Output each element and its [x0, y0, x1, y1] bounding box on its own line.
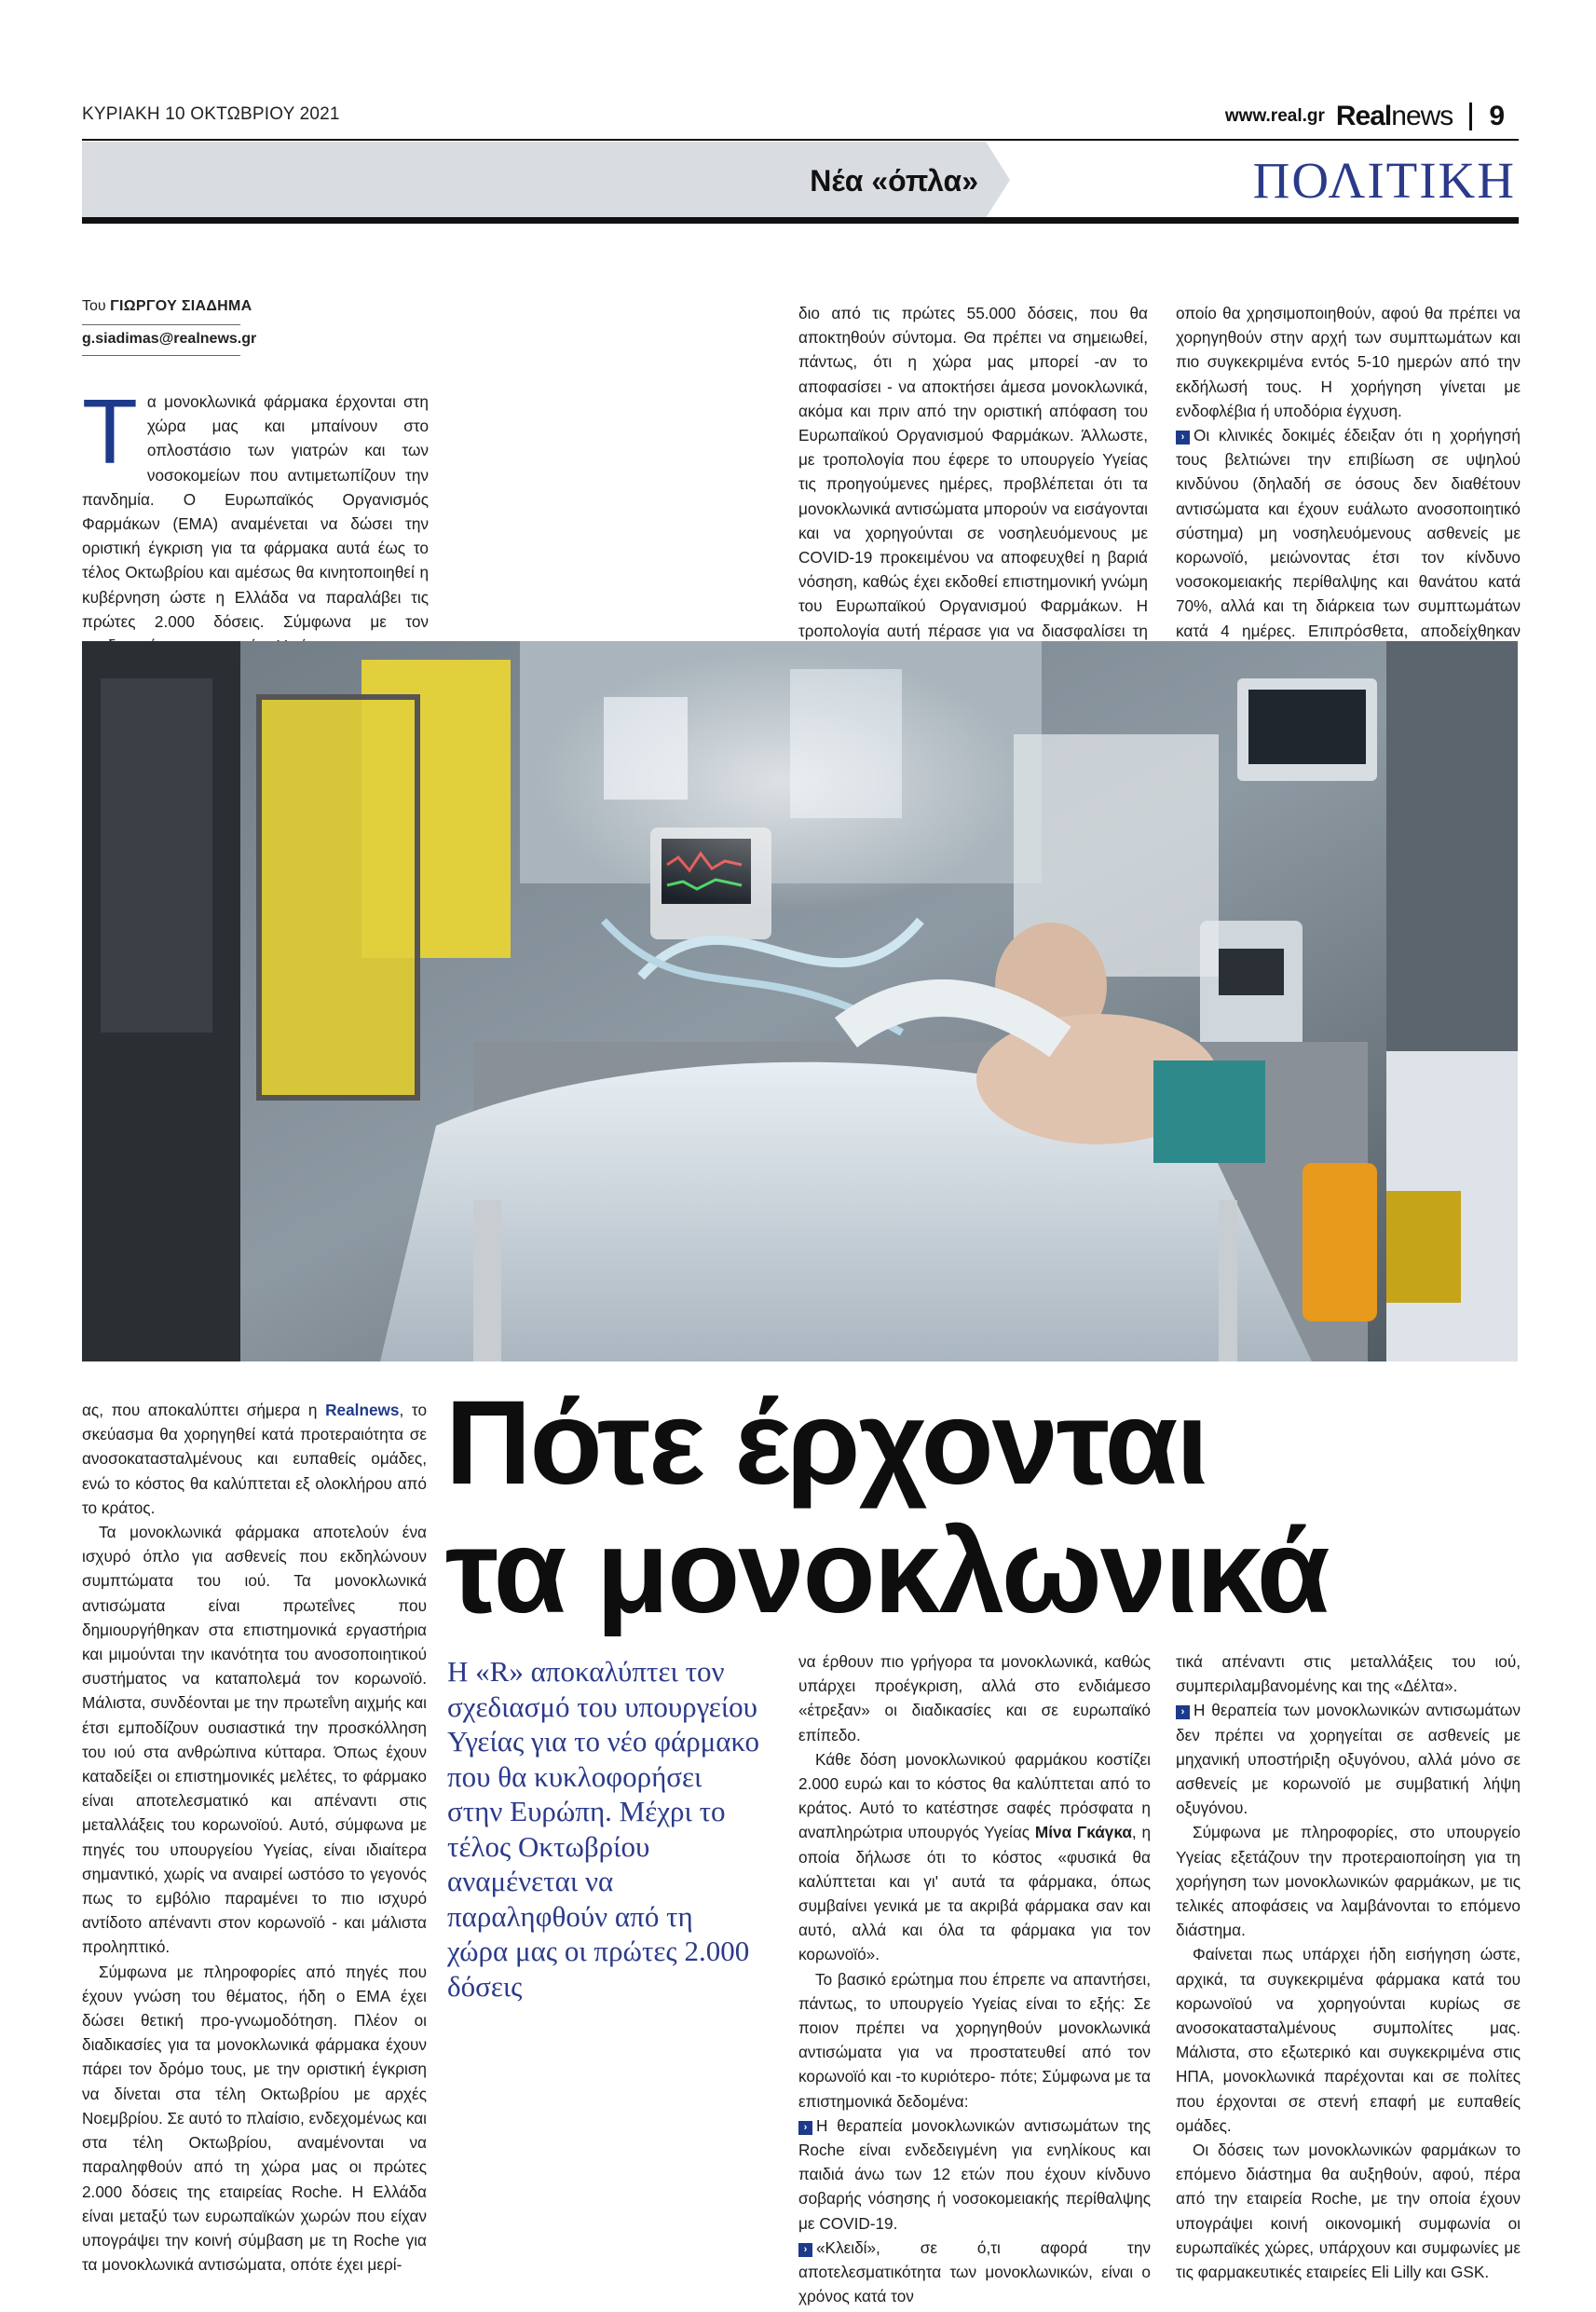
page-number: 9: [1489, 101, 1505, 131]
article-text: ας, που αποκαλύπτει σήμερα η: [82, 1401, 326, 1419]
article-paragraph: Τα μονοκλωνικά φάρμακα αποτελούν ένα ισχυρό όπλο για ασθενείς που εκδηλώνουν συμπτώματα του ιού. Τα μονοκλωνικά αντισώματα είναι πρωτεΐνες που δημιουργήθηκαν στα επιστημονικά εργαστήρια και μιμούνται την ικανότητα του ανοσοποιητικού συστήματος να καταπολεμά τον κορωνοϊό. Μάλιστα, συνδέονται με την πρωτεΐνη αιχμής και έτσι εμποδίζουν ουσιαστικά την προσκόλληση του ιού στα ανθρώπινα κύτταρα. Όπως έχουν καταδείξει οι επιστημονικές μελέτες, το φάρμακο είναι αποτελεσματικό και απέναντι στις μεταλλάξεις του κορωνοϊού. Αυτό, σύμφωνα με πηγές του υπουργείου Υγείας, είναι ιδιαίτερα σημαντικό, χωρίς να αναιρεί ωστόσο το γεγονός πως το εμβόλιο παραμένει το πιο ισχυρό αντίδοτο απέναντι στον κορωνοϊό - και μάλιστα προληπτικό.: [82, 1523, 427, 1957]
byline: [82, 298, 252, 315]
site-url[interactable]: www.real.gr: [1224, 106, 1325, 126]
section-title: ΠΟΛΙΤΙΚΗ: [1252, 152, 1516, 209]
drop-cap: Τ: [82, 380, 138, 483]
article-column-2-bottom: [798, 1649, 1151, 2308]
byline-email[interactable]: g.siadimas@realnews.gr: [82, 331, 257, 347]
arrow-bullet-icon: ›: [798, 2243, 812, 2257]
person-name: Μίνα Γκάγκα: [1034, 1823, 1132, 1842]
article-column-3-top: [1176, 301, 1521, 667]
brand-real: Real: [1335, 101, 1392, 131]
article-paragraph: να έρθουν πιο γρήγορα τα μονοκλωνικά, καθώς υπάρχει προέγκριση, αλλά στο ενδιάμεσο «έτρεξαν» οι διαδικασίες και σε ευρωπαϊκό επίπεδο.: [798, 1652, 1151, 1744]
article-column-1-bottom: [82, 1398, 427, 2277]
article-paragraph: διο από τις πρώτες 55.000 δόσεις, που θα αποκτηθούν σύντομα. Θα πρέπει να σημειωθεί, πάντως, ότι η χώρα μας μπορεί -αν το αποφασίσει - να αποκτήσει άμεσα μονοκλωνικά, ακόμα και πριν από την οριστική απόφαση του Ευρωπαϊκού Οργανισμού Φαρμάκων. Άλλωστε, με τροπολογία που έφερε το υπουργείο Υγείας τις προηγούμενες ημέρες, προβλέπεται ότι τα μονοκλωνικά αντισώματα μπορούν να εισάγονται και να χορηγούνται σε νοσηλευόμενους με COVID-19 προκειμένου να αποφευχθεί η βαριά νόσηση, καθώς έχει εκδοθεί επιστημονική γνώμη του Ευρωπαϊκού Οργανισμού Φαρμάκων. Η τροπολογία αυτή πέρασε για να διασφαλίσει τη: [798, 304, 1148, 640]
article-paragraph: τικά απέναντι στις μεταλλάξεις του ιού, συμπεριλαμβανομένης και της «Δέλτα».: [1176, 1652, 1521, 1696]
article-column-3-bottom: [1176, 1649, 1521, 2284]
brand-news: news: [1391, 101, 1453, 131]
article-paragraph: Η θεραπεία μονοκλωνικών αντισωμάτων της Roche είναι ενδεδειγμένη για ενηλίκους και παιδιά άνω των 12 ετών που έχουν κίνδυνο σοβαρής νόσησης ή νοσοκομειακής περίθαλψης με COVID-19.: [798, 2115, 1151, 2233]
article-lead: α μονοκλωνικά φάρμακα έρχονται στη χώρα μας και μπαίνουν στο οπλοστάσιο των γιατρών και των νοσοκομείων που αντιμετωπίζουν την πανδημία. Ο Ευρωπαϊκός Οργανισμός Φαρμάκων (ΕΜΑ) αναμένεται να δώσει την οριστική έγκριση για τα φάρμακα αυτά έως το τέλος Οκτωβρίου και αμέσως θα κινητοποιηθεί η κυβέρνηση ώστε η Ελλάδα να παραλάβει τις πρώτες 2.000 δόσεις. Σύμφωνα με τον: [82, 392, 429, 631]
headline: [445, 1376, 1507, 1638]
hospital-icu-photo: [82, 641, 1518, 1361]
arrow-bullet-icon: ›: [1176, 1705, 1190, 1719]
article-paragraph: Φαίνεται πως υπάρχει ήδη εισήγηση ώστε, αρχικά, τα συγκεκριμένα φάρμακα κατά του κορωνοϊού να χορηγούνται κυρίως σε ανοσοκατασταλμένους συμπολίτες μας. Μάλιστα, στο εξωτερικό και συγκεκριμένα στις ΗΠΑ, μονοκλωνικά παρέχονται και σε πολίτες που έρχονται σε στενή επαφή με ευπαθείς ομάδες.: [1176, 1945, 1521, 2135]
headline-line-2: τα μονοκλωνικά: [445, 1505, 1329, 1638]
header-rule: [82, 139, 1519, 141]
article-column-2-top: [798, 301, 1148, 667]
pull-quote: Η «R» αποκαλύπτει τον σχεδιασμό του υπουργείου Υγείας για το νέο φάρμακο που θα κυκλοφορήσει στην Ευρώπη. Μέχρι το τέλος Οκτωβρίου αναμένεται να παραληφθούν από τη χώρα μας οι πρώτες 2.000 δόσεις: [447, 1655, 759, 2003]
article-paragraph: Το βασικό ερώτημα που έπρεπε να απαντήσει, πάντως, το υπουργείο Υγείας είναι το εξής: Σε ποιον πρέπει να χορηγηθούν μονοκλωνικά αντισώματα για να προστατευθεί από τον κορωνοϊό και -το κυριότερο- πότε; Σύμφωνα με τα επιστημονικά δεδομένα:: [798, 1969, 1151, 2111]
article-paragraph: «Κλειδί», σε ό,τι αφορά την αποτελεσματικότητα των μονοκλωνικών, είναι ο χρόνος κατά τον: [798, 2237, 1151, 2306]
brand-logo: [1336, 103, 1453, 130]
article-text: , η οποία δήλωσε ότι το κόστος «φυσικά θα καλύπτεται και γι' αυτά τα φάρμακα, όπως συμβαίνει γενικά με τα ακριβά φάρμακα σαν και αυτό, αλλά και όλα τα φάρμακα για τον κορωνοϊό».: [798, 1823, 1152, 1964]
arrow-bullet-icon: ›: [798, 2121, 812, 2135]
section-teaser: Νέα «όπλα»: [810, 164, 978, 198]
headline-line-1: Πότε έρχονται: [445, 1376, 1207, 1510]
masthead: [1225, 99, 1505, 130]
article-text: Κάθε δόση μονοκλωνικού φαρμάκου κοστίζει 2.000 ευρώ και το κόστος θα καλύπτεται από το κράτος. Αυτό το κατέστησε σαφές πρόσφατα η αναπληρώτρια υπουργός Υγείας: [798, 1749, 1151, 1842]
arrow-bullet-icon: ›: [1176, 431, 1190, 445]
header-divider: [1469, 103, 1472, 130]
byline-author: ΓΙΩΡΓΟΥ ΣΙΑΔΗΜΑ: [110, 298, 252, 314]
article-paragraph: Σύμφωνα με πληροφορίες από πηγές που έχουν γνώση του θέματος, ήδη ο ΕΜΑ έχει δώσει θετική προ-γνωμοδότηση. Πλέον οι διαδικασίες για τα μονοκλωνικά φάρμακα έχουν πάρει τον δρόμο τους, με την οριστική έγκριση να δίνεται στα τέλη Οκτωβρίου με αρχές Νοεμβρίου. Σε αυτό το πλαίσιο, ενδεχομένως και στα τέλη Οκτωβρίου, αναμένονται να παραληφθούν από τη χώρα μας οι πρώτες 2.000 δόσεις της εταιρείας Roche. Η Ελλάδα είναι μεταξύ των ευρωπαϊκών χωρών που είχαν υπογράψει την κοινή σύμβαση με τη Roche για τα μονοκλωνικά αντισώματα, οπότε έχει μερί-: [82, 1962, 427, 2275]
brand-mention: Realnews: [325, 1401, 400, 1419]
byline-prefix: Του: [82, 298, 106, 314]
article-text: , το σκεύασμα θα χορηγηθεί κατά προτεραιότητα σε ανοσοκατασταλμένους και ευπαθείς ομάδες, ενώ το κόστος θα καλύπτεται εξ ολοκλήρου από το κράτος.: [82, 1401, 428, 1517]
article-paragraph: Η θεραπεία των μονοκλωνικών αντισωμάτων δεν πρέπει να χορηγείται σε ασθενείς με μηχανική υποστήριξη οξυγόνου, αλλά μόνο σε ασθενείς με κορωνοϊό με συμβατική λήψη οξυγόνου.: [1176, 1701, 1521, 1818]
article-paragraph: Σύμφωνα με πληροφορίες, στο υπουργείο Υγείας εξετάζουν την προτεραιοποίηση για τη χορήγηση των μονοκλωνικών φαρμάκων, με τις τελικές αποφάσεις να λαμβάνονται το επόμενο διάστημα.: [1176, 1823, 1521, 1940]
section-rule: [82, 217, 1519, 224]
article-column-1-top: [82, 380, 429, 658]
byline-rule: [82, 355, 240, 356]
article-paragraph: Οι δόσεις των μονοκλωνικών φαρμάκων το επόμενο διάστημα θα αυξηθούν, αφού, πέρα από την εταιρεία Roche, με την οποία έχουν υπογράψει κοινή οικονομική συμφωνία οι ευρωπαϊκές χώρες, υπάρχουν και συμφωνίες με τις φαρμακευτικές εταιρείες Eli Lilly και GSK.: [1176, 2141, 1521, 2282]
article-paragraph: Οι κλινικές δοκιμές έδειξαν ότι η χορήγησή τους βελτιώνει την επιβίωση σε υψηλού κινδύνου (δηλαδή σε όσους δεν διαθέτουν αντισώματα και έχουν ευάλωτο ανοσοποιητικό σύστημα) μη νοσηλευόμενους ασθενείς με κορωνοϊό, μειώνοντας έτσι τον κίνδυνο νοσοκομειακής περίθαλψης και θανάτου κατά 70%, αλλά και τη διάρκεια των συμπτωμάτων κατά 4 ημέρες. Επιπρόσθετα, αποδείχθηκαν: [1176, 426, 1521, 640]
byline-rule: [82, 324, 240, 325]
issue-date: ΚΥΡΙΑΚΗ 10 ΟΚΤΩΒΡΙΟΥ 2021: [82, 104, 340, 124]
article-paragraph: οποίο θα χρησιμοποιηθούν, αφού θα πρέπει να χορηγηθούν στην αρχή των συμπτωμάτων και πιο συγκεκριμένα εντός 5-10 ημερών από την εκδήλωσή τους. Η χορήγηση γίνεται με ενδοφλέβια ή υποδόρια έγχυση.: [1176, 304, 1521, 420]
section-bar-arrow: [986, 142, 1010, 218]
